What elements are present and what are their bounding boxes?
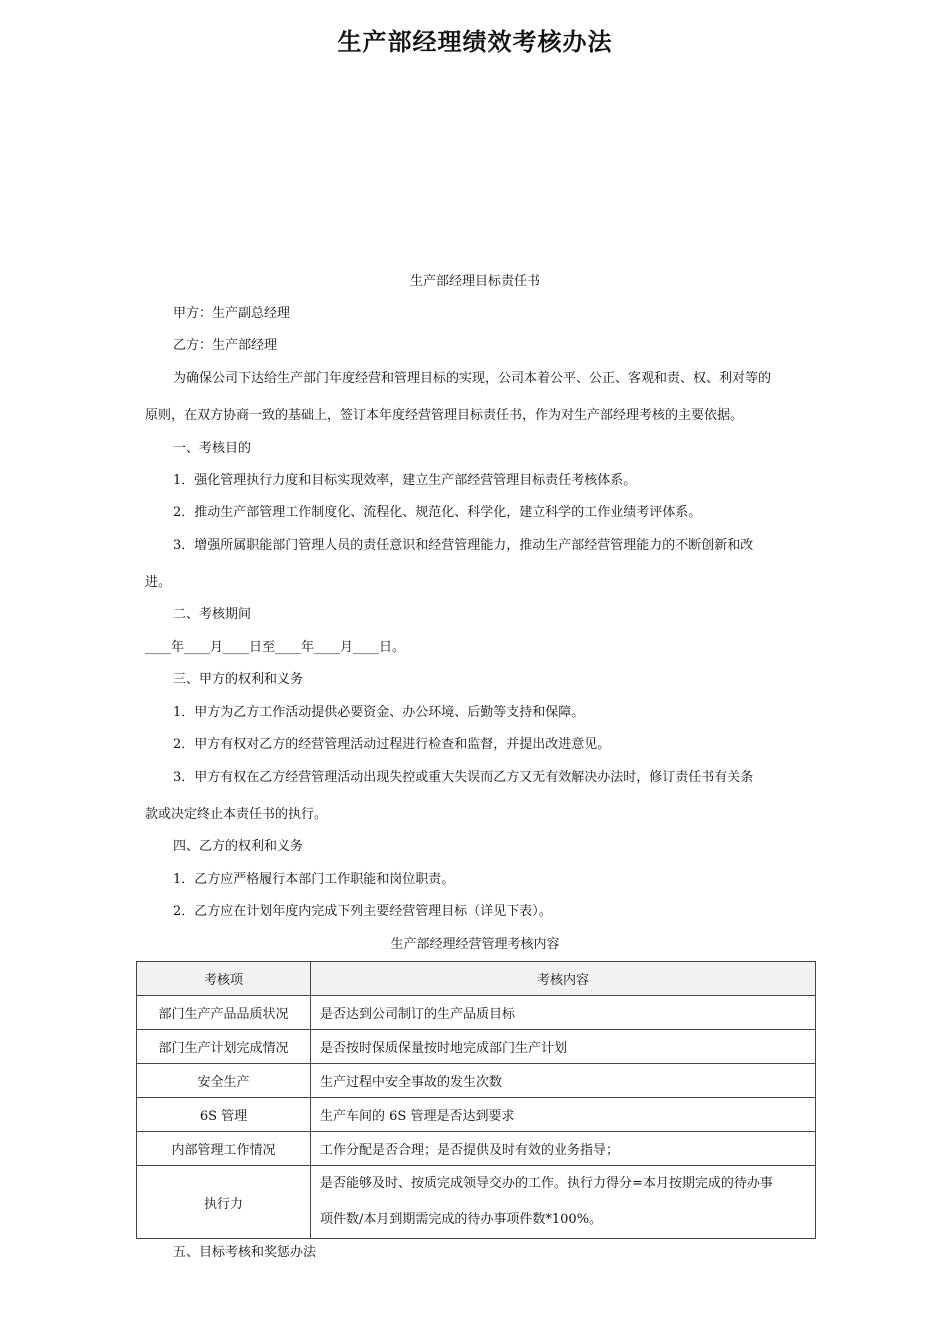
table-row [137, 996, 816, 1030]
row-content-line2: 项件数/本月到期需完成的待办事项件数*100%。 [320, 1212, 603, 1227]
section3-item1: 1．甲方为乙方工作活动提供必要资金、办公环境、后勤等支持和保障。 [173, 705, 585, 720]
row-item: 安全生产 [137, 1064, 311, 1098]
row-item: 内部管理工作情况 [137, 1132, 311, 1166]
row-content: 是否按时保质保量按时地完成部门生产计划 [311, 1030, 816, 1064]
table-row [137, 1166, 816, 1239]
row-content [311, 1166, 816, 1239]
section1-item3-line2: 进。 [145, 575, 172, 590]
section3-item3-line2: 款或决定终止本责任书的执行。 [145, 807, 328, 822]
row-content: 生产过程中安全事故的发生次数 [311, 1064, 816, 1098]
table-row [137, 1030, 816, 1064]
row-item: 执行力 [137, 1166, 311, 1239]
table-row [137, 1064, 816, 1098]
table-row [137, 1098, 816, 1132]
section2-heading: 二、考核期间 [173, 607, 252, 622]
row-content: 是否达到公司制订的生产品质目标 [311, 996, 816, 1030]
section3-item3-line1: 3．甲方有权在乙方经营管理活动出现失控或重大失误而乙方又无有效解决办法时，修订责任书有关条 [173, 770, 754, 785]
section3-item2: 2．甲方有权对乙方的经营管理活动过程进行检查和监督，并提出改进意见。 [173, 737, 611, 752]
party-b: 乙方：生产部经理 [173, 338, 278, 353]
row-content: 工作分配是否合理；是否提供及时有效的业务指导； [311, 1132, 816, 1166]
intro-paragraph-line1: 为确保公司下达给生产部门年度经营和管理目标的实现，公司本着公平、公正、客观和责、权、利对等的 [173, 371, 772, 386]
section1-heading: 一、考核目的 [173, 441, 252, 456]
row-content-line1: 是否能够及时、按质完成领导交办的工作。执行力得分=本月按期完成的待办事 [320, 1176, 773, 1191]
document-title: 生产部经理绩效考核办法 [337, 27, 613, 56]
table-header-row [137, 962, 816, 996]
header-assessment-content: 考核内容 [311, 962, 816, 996]
party-a: 甲方：生产副总经理 [173, 306, 291, 321]
section5-heading: 五、目标考核和奖惩办法 [173, 1245, 317, 1260]
section1-item1: 1．强化管理执行力度和目标实现效率，建立生产部经营管理目标责任考核体系。 [173, 473, 637, 488]
section1-item2: 2．推动生产部管理工作制度化、流程化、规范化、科学化，建立科学的工作业绩考评体系。 [173, 505, 702, 520]
section3-heading: 三、甲方的权利和义务 [173, 672, 304, 687]
row-content: 生产车间的 6S 管理是否达到要求 [311, 1098, 816, 1132]
responsibility-letter-title: 生产部经理目标责任书 [409, 274, 540, 289]
row-item: 部门生产计划完成情况 [137, 1030, 311, 1064]
row-item: 部门生产产品品质状况 [137, 996, 311, 1030]
table-title: 生产部经理经营管理考核内容 [390, 937, 560, 952]
section4-heading: 四、乙方的权利和义务 [173, 839, 304, 854]
section4-item1: 1．乙方应严格履行本部门工作职能和岗位职责。 [173, 872, 455, 887]
intro-paragraph-line2: 原则，在双方协商一致的基础上，签订本年度经营管理目标责任书，作为对生产部经理考核的主要依据。 [145, 408, 744, 423]
section4-item2: 2．乙方应在计划年度内完成下列主要经营管理目标（详见下表）。 [173, 904, 552, 919]
row-item: 6S 管理 [137, 1098, 311, 1132]
section2-period: ____年____月____日至____年____月____日。 [145, 640, 406, 655]
table-row [137, 1132, 816, 1166]
section1-item3-line1: 3．增强所属职能部门管理人员的责任意识和经营管理能力，推动生产部经营管理能力的不断创新和改 [173, 538, 754, 553]
assessment-table [136, 961, 816, 1239]
header-assessment-item: 考核项 [137, 962, 311, 996]
